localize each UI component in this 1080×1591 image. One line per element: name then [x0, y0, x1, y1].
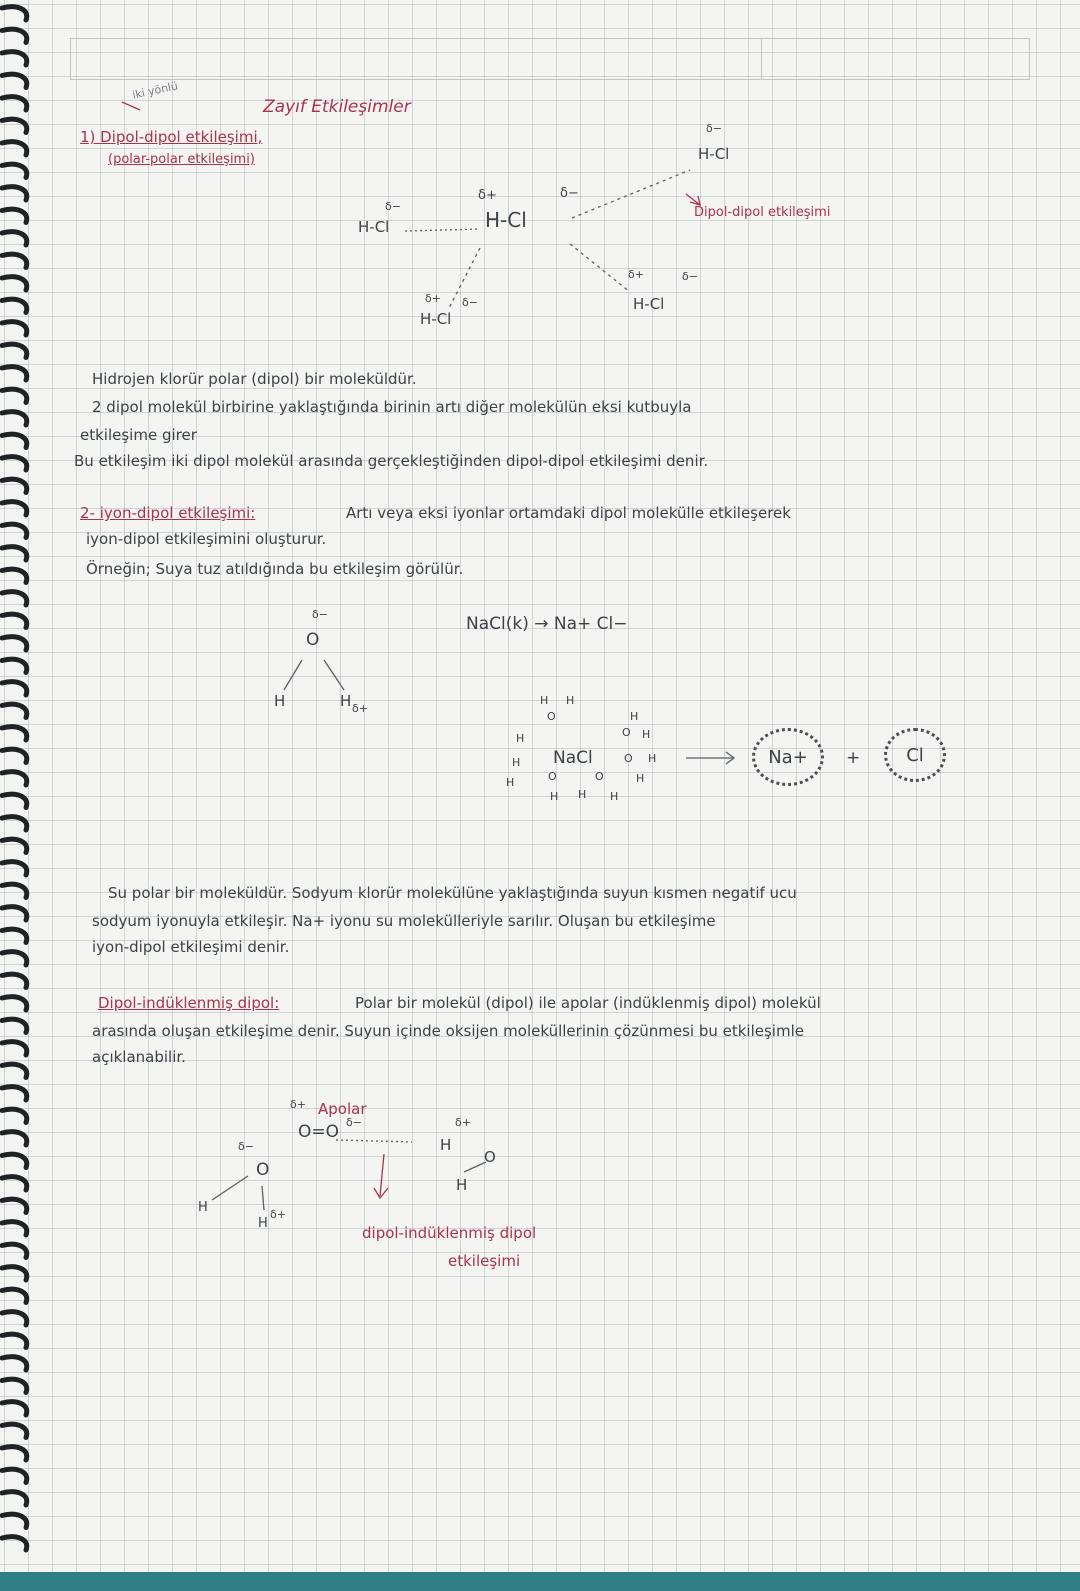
cluster-water-o3: O [624, 752, 633, 765]
dotted-interaction-3 [572, 170, 690, 218]
cluster-h8: H [512, 756, 521, 769]
paragraph2-line1: Su polar bir moleküldür. Sodyum klorür molekülüne yaklaştığında suyun kısmen negatif ucu [108, 884, 797, 902]
section3-line1: Polar bir molekül (dipol) ile apolar (indüklenmiş dipol) molekül [355, 994, 821, 1012]
section2-line3: Örneğin; Suya tuz atıldığında bu etkileşim görülür. [86, 560, 464, 578]
cluster-h12: H [610, 790, 619, 803]
hcl-molecule-bottom: H-Cl [420, 310, 452, 328]
cluster-h11: H [578, 788, 587, 801]
section2-heading: 2- iyon-dipol etkileşimi: [80, 504, 256, 522]
cluster-h9: H [506, 776, 515, 789]
hcl-molecule-left: H-Cl [358, 218, 390, 236]
water-hydrogen-left: H [274, 692, 286, 710]
water3-bond [464, 1162, 486, 1172]
cluster-h7: H [636, 772, 645, 785]
water-oxygen: O [306, 630, 320, 650]
section1-heading: 1) Dipol-dipol etkileşimi, [80, 128, 263, 146]
section1-subheading: (polar-polar etkileşimi) [108, 152, 255, 167]
delta-minus-bottom: δ− [462, 296, 478, 309]
water2-hydrogen-bottom: H [258, 1216, 268, 1231]
hcl-molecule-lower-right: H-Cl [633, 295, 665, 313]
paragraph1-line3: etkileşime girer [80, 426, 197, 444]
caption-line1: dipol-indüklenmiş dipol [362, 1224, 537, 1242]
delta-plus-bottom: δ+ [425, 292, 441, 305]
water-delta-plus: δ+ [352, 702, 368, 715]
dotted-interaction-2 [448, 248, 480, 310]
paragraph1-line4: Bu etkileşim iki dipol molekül arasında gerçekleştiğinden dipol-dipol etkileşimi denir. [74, 452, 709, 470]
down-arrow [380, 1154, 384, 1196]
na-ion-label: Na+ [768, 746, 808, 768]
water2-bond-bottom [262, 1186, 264, 1210]
dissociation-equation: NaCl(k) → Na+ Cl− [466, 614, 628, 634]
section3-line3: açıklanabilir. [92, 1048, 186, 1066]
dotted-interaction-1 [405, 229, 480, 231]
water-bond-right [324, 660, 344, 690]
section3-line2: arasında oluşan etkileşime denir. Suyun içinde oksijen moleküllerinin çözünmesi bu etkileşimle [92, 1022, 804, 1040]
side-note: iki yönlü [131, 79, 180, 102]
cluster-h2: H [566, 694, 575, 707]
paragraph2-line2: sodyum iyonuyla etkileşir. Na+ iyonu su molekülleriyle sarılır. Oluşan bu etkileşime [92, 912, 716, 930]
plus-sign: + [846, 748, 861, 768]
caption-line2: etkileşimi [448, 1252, 521, 1270]
water3-hydrogen-top: H [440, 1136, 452, 1154]
cluster-h6: H [648, 752, 657, 765]
page-title: Zayıf Etkileşimler [263, 97, 411, 117]
cluster-h4: H [630, 710, 639, 723]
delta-minus-left: δ− [385, 200, 401, 213]
delta-minus-center: δ− [560, 186, 579, 201]
paragraph2-line3: iyon-dipol etkileşimi denir. [92, 938, 290, 956]
water3-oxygen: O [484, 1148, 496, 1166]
paragraph1-line1: Hidrojen klorür polar (dipol) bir moleküldür. [92, 370, 417, 388]
dipole-arrow-label: Dipol-dipol etkileşimi [694, 205, 831, 220]
cluster-water-o5: O [595, 770, 604, 783]
water-hydrogen-right: H [340, 692, 352, 710]
water-delta-minus: δ− [312, 608, 328, 621]
paragraph1-line2: 2 dipol molekül birbirine yaklaştığında birinin artı diğer molekülün eksi kutbuyla [92, 398, 692, 416]
cluster-water-o4: O [548, 770, 557, 783]
delta-minus-top-right: δ− [706, 122, 722, 135]
side-note-arrow [122, 102, 140, 110]
water2-delta-plus: δ+ [270, 1208, 286, 1221]
cluster-h3: H [516, 732, 525, 745]
water-bond-left [284, 660, 302, 690]
delta-plus-center: δ+ [478, 188, 497, 203]
section2-line1: Artı veya eksi iyonlar ortamdaki dipol molekülle etkileşerek [346, 504, 791, 522]
water2-delta-minus: δ− [238, 1140, 254, 1153]
cluster-h10: H [550, 790, 559, 803]
section2-line2: iyon-dipol etkileşimini oluşturur. [86, 530, 327, 548]
cluster-h5: H [642, 728, 651, 741]
hcl-molecule-center: H-Cl [485, 208, 527, 232]
nacl-center: NaCl [553, 748, 593, 768]
section3-heading: Dipol-indüklenmiş dipol: [98, 994, 280, 1012]
water3-delta-plus: δ+ [455, 1116, 471, 1129]
bottom-strip [0, 1572, 1080, 1591]
water2-oxygen: O [256, 1160, 270, 1180]
apolar-label: Apolar [318, 1100, 367, 1118]
dotted-interaction-4 [570, 244, 630, 292]
dotted-o2-water [336, 1140, 412, 1142]
hcl-molecule-top-right: H-Cl [698, 145, 730, 163]
cluster-h1: H [540, 694, 549, 707]
cl-ion-label: Cl [906, 744, 924, 766]
water3-hydrogen-bottom: H [456, 1176, 468, 1194]
o2-delta-minus: δ− [346, 1116, 362, 1129]
delta-plus-lower-right: δ+ [628, 268, 644, 281]
delta-minus-lower-right: δ− [682, 270, 698, 283]
water2-hydrogen-left: H [198, 1200, 208, 1215]
cluster-water-o2: O [622, 726, 631, 739]
oxygen-molecule: O=O [298, 1122, 340, 1142]
water2-bond-left [212, 1176, 248, 1200]
cluster-water-o1: O [547, 710, 556, 723]
o2-delta-plus: δ+ [290, 1098, 306, 1111]
